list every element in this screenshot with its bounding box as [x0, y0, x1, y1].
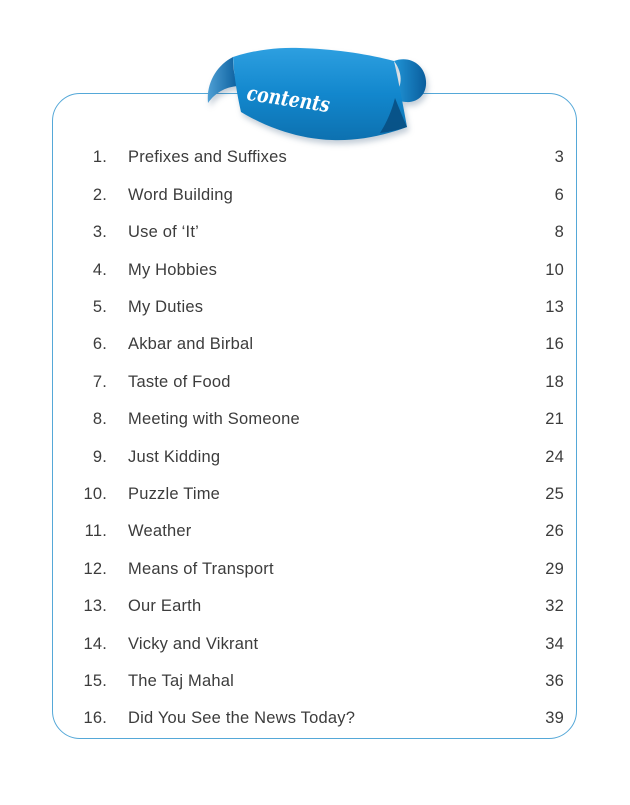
toc-item-title: Did You See the News Today?: [128, 709, 356, 728]
toc-list: [53, 139, 576, 737]
toc-item-number: 6.: [92, 335, 107, 354]
toc-item-number: 8.: [92, 410, 107, 429]
toc-item-number: 16.: [83, 709, 107, 728]
toc-row: [53, 289, 576, 326]
toc-item-page: 34: [545, 634, 564, 653]
toc-item-page: 18: [545, 372, 564, 391]
toc-item-title: Just Kidding: [128, 447, 221, 466]
toc-item-page: 26: [545, 522, 564, 541]
contents-ribbon: [196, 40, 440, 158]
toc-item-title: My Duties: [128, 298, 204, 316]
toc-item-page: 39: [545, 709, 564, 728]
toc-item-number: 5.: [92, 298, 107, 316]
toc-item-page: 3: [554, 148, 564, 167]
toc-row: [53, 214, 576, 251]
toc-row: [53, 476, 576, 513]
toc-item-page: 24: [545, 447, 564, 466]
toc-item-page: 16: [545, 335, 564, 354]
toc-item-number: 7.: [92, 372, 107, 391]
toc-item-page: 32: [545, 597, 564, 616]
toc-item-number: 14.: [83, 634, 107, 653]
toc-row: [53, 251, 576, 288]
toc-item-number: 1.: [92, 148, 107, 167]
toc-item-page: 13: [545, 298, 564, 316]
toc-item-title: My Hobbies: [128, 260, 218, 279]
toc-item-title: The Taj Mahal: [128, 671, 234, 690]
toc-row: [53, 662, 576, 699]
toc-item-title: Weather: [128, 522, 192, 541]
toc-item-number: 10.: [83, 484, 107, 503]
toc-item-title: Akbar and Birbal: [128, 335, 254, 354]
toc-item-page: 8: [554, 223, 564, 242]
ribbon-title: contents: [245, 80, 332, 118]
toc-item-page: 29: [545, 559, 564, 578]
toc-item-title: Taste of Food: [128, 372, 231, 391]
toc-item-title: Our Earth: [128, 597, 202, 616]
toc-row: [53, 625, 576, 662]
toc-item-number: 4.: [92, 260, 107, 279]
toc-item-number: 3.: [92, 223, 107, 242]
toc-item-page: 25: [545, 484, 564, 503]
toc-panel: [52, 93, 577, 739]
toc-row: [53, 401, 576, 438]
toc-item-title: Prefixes and Suffixes: [128, 148, 287, 167]
toc-item-page: 21: [545, 410, 564, 429]
toc-item-number: 9.: [92, 447, 107, 466]
toc-item-number: 15.: [83, 671, 107, 690]
toc-item-title: Word Building: [128, 185, 234, 204]
toc-row: [53, 363, 576, 400]
toc-item-title: Means of Transport: [128, 559, 274, 578]
toc-item-page: 6: [554, 185, 564, 204]
toc-item-number: 13.: [83, 597, 107, 616]
toc-row: [53, 438, 576, 475]
toc-item-title: Use of ‘It’: [128, 223, 199, 242]
toc-item-number: 12.: [83, 559, 107, 578]
toc-row: [53, 588, 576, 625]
toc-item-title: Puzzle Time: [128, 484, 221, 503]
toc-row: [53, 326, 576, 363]
toc-item-page: 10: [545, 260, 564, 279]
toc-item-page: 36: [545, 671, 564, 690]
toc-item-number: 2.: [92, 185, 107, 204]
toc-item-number: 11.: [84, 522, 107, 541]
toc-item-title: Meeting with Someone: [128, 410, 300, 429]
toc-item-title: Vicky and Vikrant: [128, 634, 259, 653]
toc-row: [53, 513, 576, 550]
toc-row: [53, 550, 576, 587]
toc-row: [53, 176, 576, 213]
toc-row: [53, 700, 576, 737]
